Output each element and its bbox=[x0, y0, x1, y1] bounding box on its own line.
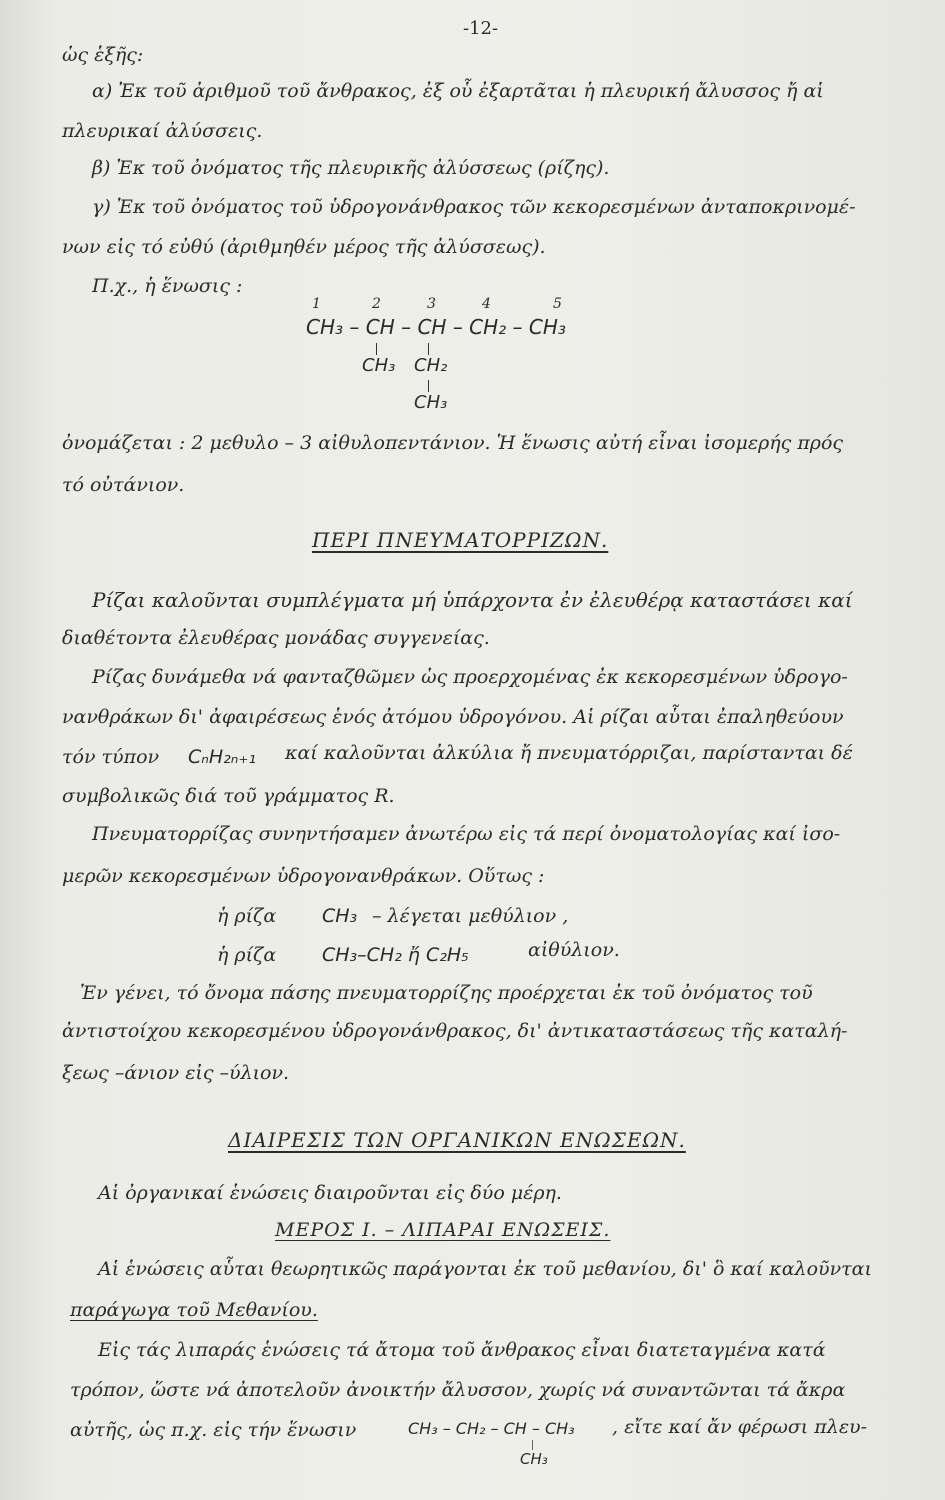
example-1-text: – λέγεται μεθύλιον , bbox=[372, 905, 569, 927]
section2-line-6a: αὐτῆς, ὡς π.χ. εἰς τήν ἕνωσιν bbox=[70, 1419, 357, 1441]
section1-line-9: Ἐν γένει, τό ὄνομα πάσης πνευματορρίζης προέρχεται ἐκ τοῦ ὀνόματος τοῦ bbox=[80, 982, 813, 1004]
section2-line-4: Εἰς τάς λιπαράς ἑνώσεις τά ἄτομα τοῦ ἄνθρακος εἶναι διατεταγμένα κατά bbox=[98, 1339, 826, 1361]
section2-line-3: παράγωγα τοῦ Μεθανίου. bbox=[70, 1299, 318, 1321]
section-heading-radicals: ΠΕΡΙ ΠΝΕΥΜΑΤΟΡΡΙΖΩΝ. bbox=[312, 528, 609, 552]
formula-main-chain: CH₃ – CH – CH – CH₂ – CH₃ bbox=[306, 315, 566, 339]
section1-line-10: ἀντιστοίχου κεκορεσμένου ὑδρογονάνθρακος, δι' ἀντικαταστάσεως τῆς καταλή- bbox=[62, 1020, 848, 1042]
section2-line-6-formula: CH₃ – CH₂ – CH – CH₃ bbox=[408, 1419, 575, 1438]
general-formula: CₙH₂ₙ₊₁ bbox=[188, 746, 256, 768]
section2-line-1: Αἱ ὀργανικαί ἑνώσεις διαιροῦνται εἰς δύο μέρη. bbox=[98, 1182, 562, 1204]
carbon-number-2: 2 bbox=[372, 296, 381, 312]
formula-branch-2b: CH₃ bbox=[414, 392, 448, 413]
example-1-formula: CH₃ bbox=[322, 905, 358, 927]
intro-line-3: πλευρικαί ἀλύσσεις. bbox=[62, 120, 263, 142]
carbon-number-4: 4 bbox=[482, 296, 491, 312]
example-2-text: αἰθύλιον. bbox=[528, 939, 620, 961]
intro-line-1: ὡς ἑξῆς: bbox=[62, 44, 144, 66]
section1-line-3: Ρίζας δυνάμεθα νά φανταζθῶμεν ὡς προερχομένας ἐκ κεκορεσμένων ὑδρογο- bbox=[92, 666, 848, 688]
bond-line-3 bbox=[428, 380, 429, 392]
section1-line-7: Πνευματορρίζας συνηντήσαμεν ἀνωτέρω εἰς τά περί ὀνοματολογίας καί ἰσο- bbox=[92, 823, 841, 845]
section1-line-2: διαθέτοντα ἐλευθέρας μονάδας συγγενείας. bbox=[62, 627, 490, 649]
section1-line-6: συμβολικῶς διά τοῦ γράμματος R. bbox=[62, 785, 395, 807]
section1-line-8: μερῶν κεκορεσμένων ὑδρογονανθράκων. Οὕτως : bbox=[62, 865, 545, 887]
section1-line-1: Ρίζαι καλοῦνται συμπλέγματα μή ὑπάρχοντα ἐν ἐλευθέρᾳ καταστάσει καί bbox=[92, 588, 853, 612]
intro-line-6: νων εἰς τό εὐθύ (ἀριθμηθέν μέρος τῆς ἀλύσσεως). bbox=[62, 236, 546, 258]
intro-line-2: α) Ἐκ τοῦ ἀριθμοῦ τοῦ ἄνθρακος, ἐξ οὗ ἐξαρτᾶται ἡ πλευρική ἄλυσσος ἤ αἱ bbox=[92, 80, 824, 102]
example-2-label: ἡ ρίζα bbox=[217, 944, 277, 966]
formula-branch-2a: CH₂ bbox=[414, 355, 448, 376]
naming-line-1: ὀνομάζεται : 2 μεθυλο – 3 αἰθυλοπεντάνιον. Ἡ ἕνωσις αὐτή εἶναι ἰσομερής πρός bbox=[62, 432, 844, 454]
section2-line-6b: , εἴτε καί ἄν φέρωσι πλευ- bbox=[612, 1416, 867, 1438]
example-2-formula: CH₃–CH₂ ἤ C₂H₅ bbox=[322, 944, 469, 966]
carbon-number-5: 5 bbox=[553, 296, 562, 312]
intro-line-5: γ) Ἐκ τοῦ ὀνόματος τοῦ ὑδρογονάνθρακος τῶν κεκορεσμένων ἀνταποκρινομέ- bbox=[92, 196, 856, 218]
naming-line-2: τό οὐτάνιον. bbox=[62, 474, 185, 496]
section1-line-5b: καί καλοῦνται ἀλκύλια ἤ πνευματόρριζαι, παρίστανται δέ bbox=[285, 742, 853, 764]
bond-line-2 bbox=[428, 343, 429, 355]
intro-line-7: Π.χ., ἡ ἕνωσις : bbox=[92, 275, 243, 297]
intro-line-4: β) Ἐκ τοῦ ὀνόματος τῆς πλευρικῆς ἀλύσσεως (ρίζης). bbox=[92, 157, 610, 179]
section1-line-4: νανθράκων δι' ἀφαιρέσεως ἑνός ἀτόμου ὑδρογόνου. Αἱ ρίζαι αὗται ἐπαληθεύουν bbox=[62, 706, 844, 728]
example-1-label: ἡ ρίζα bbox=[217, 905, 277, 927]
page-number: -12- bbox=[463, 18, 499, 39]
bond-line-1 bbox=[376, 343, 377, 355]
part-one-heading: ΜΕΡΟΣ Ι. – ΛΙΠΑΡΑΙ ΕΝΩΣΕΙΣ. bbox=[275, 1219, 611, 1241]
section1-line-5a: τόν τύπον bbox=[62, 746, 160, 768]
section2-line-5: τρόπον, ὥστε νά ἀποτελοῦν ἀνοικτήν ἄλυσσον, χωρίς νά συναντῶνται τά ἄκρα bbox=[70, 1379, 846, 1401]
carbon-number-3: 3 bbox=[427, 296, 436, 312]
section1-line-11: ξεως –άνιον εἰς –ύλιον. bbox=[62, 1062, 290, 1084]
section-heading-classification: ΔΙΑΙΡΕΣΙΣ ΤΩΝ ΟΡΓΑΝΙΚΩΝ ΕΝΩΣΕΩΝ. bbox=[228, 1128, 686, 1152]
formula-branch-1: CH₃ bbox=[362, 355, 396, 376]
bond-line-4 bbox=[532, 1440, 533, 1450]
carbon-number-1: 1 bbox=[312, 296, 321, 312]
section2-formula-branch: CH₃ bbox=[520, 1450, 548, 1468]
section2-line-2: Αἱ ἑνώσεις αὗται θεωρητικῶς παράγονται ἐκ τοῦ μεθανίου, δι' ὃ καί καλοῦνται bbox=[98, 1258, 872, 1280]
